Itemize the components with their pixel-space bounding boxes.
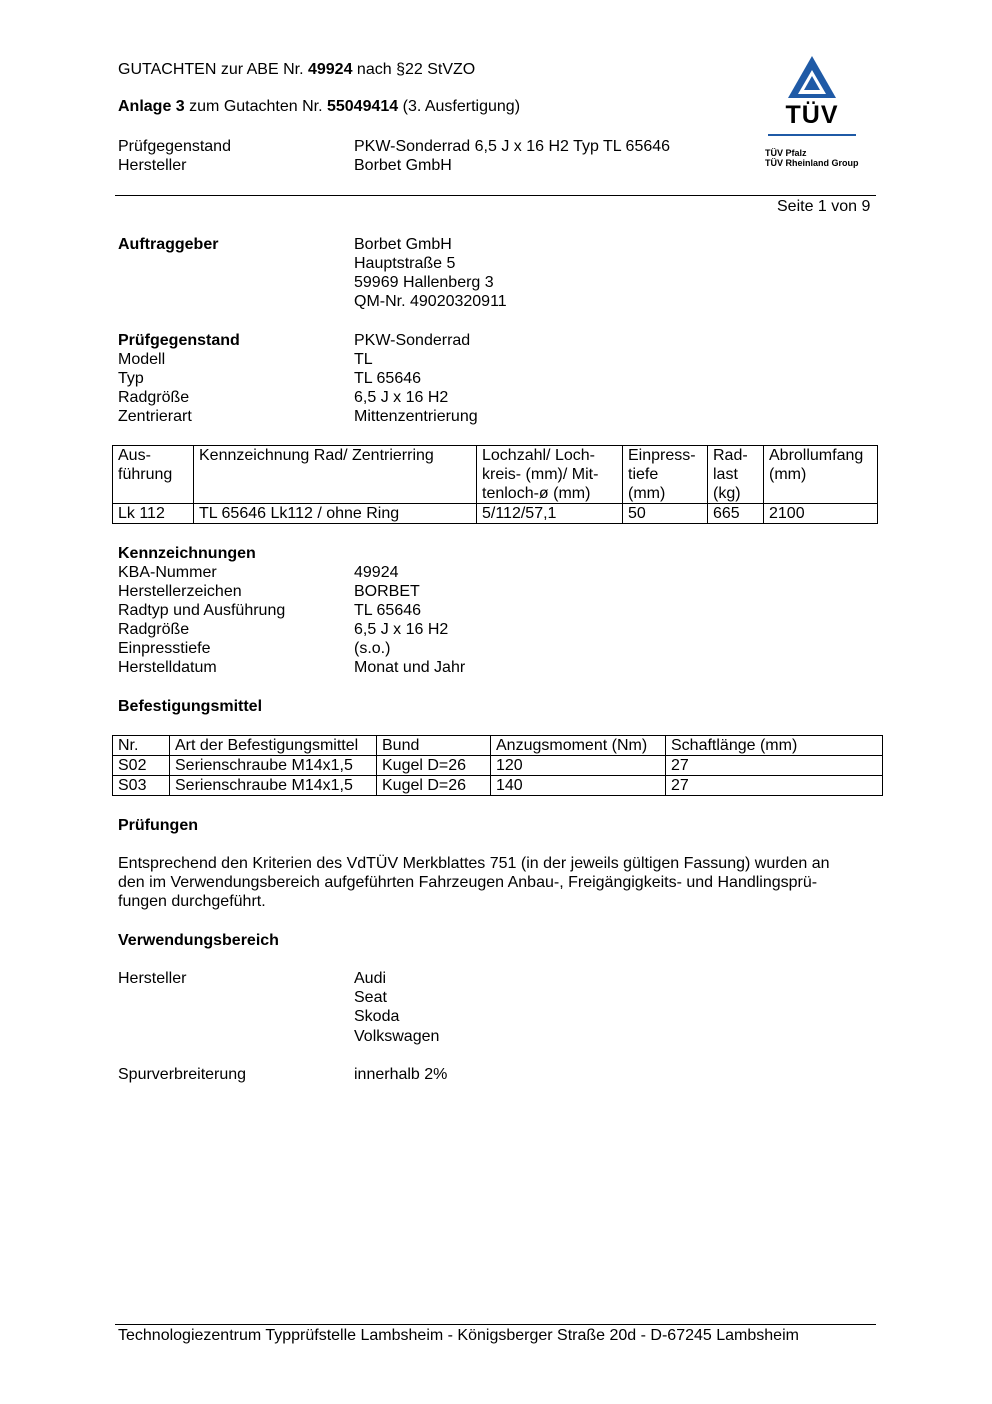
kennzeichnung-row [118, 601, 818, 620]
spurverbreiterung-row [118, 1065, 818, 1084]
table-cell: 27 [666, 756, 883, 776]
befestigung-header-row [113, 736, 883, 756]
table-cell: Serienschraube M14x1,5 [170, 776, 377, 796]
wheel-table-header [708, 446, 764, 504]
verwendung-hersteller-item: Seat [354, 989, 387, 1006]
spurverbreiterung-value: innerhalb 2% [354, 1066, 448, 1083]
befestigung-header: Schaftlänge (mm) [666, 736, 883, 756]
anlage-line [118, 97, 520, 116]
header-line: Lochzahl/ Loch- [482, 447, 595, 464]
header-line: Abrollumfang [769, 447, 864, 464]
kennzeichnung-value: BORBET [354, 583, 420, 600]
pruefungen-title: Prüfungen [118, 817, 198, 834]
verwendung-hersteller-row [118, 1027, 818, 1046]
header-line: (mm) [628, 485, 666, 502]
header-pruefgegenstand-label: Prüfgegenstand [118, 138, 231, 155]
pruefgegenstand-title: Prüfgegenstand [118, 332, 240, 349]
verwendung-hersteller-item: Skoda [354, 1008, 400, 1025]
pruefgegenstand-row [118, 369, 818, 388]
wheel-table-header [623, 446, 708, 504]
kennzeichnung-key: Herstelldatum [118, 659, 217, 676]
tuev-logo [762, 54, 862, 174]
pruefgegenstand-value: TL 65646 [354, 370, 422, 387]
table-cell: S02 [113, 756, 170, 776]
header-line: last [713, 466, 738, 483]
header-title-suffix: nach §22 StVZO [356, 61, 476, 78]
pruefgegenstand-row [118, 407, 818, 426]
pruefungen-text-line: Entsprechend den Kriterien des VdTÜV Merkblattes 751 (in der jeweils gültigen Fassung) wurden an [118, 855, 830, 872]
kennzeichnung-row [118, 582, 818, 601]
footer-divider [115, 1324, 876, 1325]
pruefgegenstand-row [118, 388, 818, 407]
header-line: tiefe [628, 466, 659, 483]
anlage-mid: zum Gutachten Nr. [189, 98, 323, 115]
befestigung-row [113, 776, 883, 796]
kennzeichnung-row [118, 563, 818, 582]
befestigung-header: Art der Befestigungsmittel [170, 736, 377, 756]
kennzeichnung-key: KBA-Nummer [118, 564, 217, 581]
pruefgegenstand-title-value: PKW-Sonderrad [354, 332, 471, 349]
kennzeichnung-row [118, 639, 818, 658]
table-cell: Lk 112 [113, 504, 194, 524]
header-line: Rad- [713, 447, 748, 464]
pruefgegenstand-key: Typ [118, 370, 144, 387]
table-cell: Kugel D=26 [377, 756, 491, 776]
verwendung-hersteller-label: Hersteller [118, 970, 187, 987]
kennzeichnung-value: (s.o.) [354, 640, 391, 657]
auftraggeber-row [118, 235, 818, 254]
verwendung-hersteller-row [118, 969, 818, 988]
wheel-table-header-row [113, 446, 878, 504]
kennzeichnung-key: Radgröße [118, 621, 190, 638]
befestigungsmittel-title: Befestigungsmittel [118, 698, 263, 715]
tuev-logo-sub1: TÜV Pfalz [765, 148, 807, 158]
header-line: Kennzeichnung Rad/ Zentrierring [199, 447, 434, 464]
tuev-logo-text: TÜV [785, 101, 839, 129]
header-hersteller-row [118, 156, 818, 175]
table-cell: S03 [113, 776, 170, 796]
befestigung-header: Anzugsmoment (Nm) [491, 736, 666, 756]
kennzeichnung-value: 6,5 J x 16 H2 [354, 621, 449, 638]
pruefungen-text-line: fungen durchgeführt. [118, 893, 266, 910]
kennzeichnung-value: 49924 [354, 564, 399, 581]
header-line: tenloch-ø (mm) [482, 485, 591, 502]
verwendung-hersteller-item: Volkswagen [354, 1028, 440, 1045]
wheel-table-header [477, 446, 623, 504]
kennzeichnung-value: TL 65646 [354, 602, 422, 619]
befestigung-header: Bund [377, 736, 491, 756]
tuev-logo-sub2: TÜV Rheinland Group [765, 158, 859, 168]
befestigung-header: Nr. [113, 736, 170, 756]
kennzeichnung-row [118, 620, 818, 639]
verwendung-hersteller-item: Audi [354, 970, 387, 987]
header-title-prefix: GUTACHTEN zur ABE Nr. [118, 61, 304, 78]
kennzeichnung-row [118, 658, 818, 677]
header-line: (kg) [713, 485, 741, 502]
befestigung-row [113, 756, 883, 776]
pruefgegenstand-row [118, 350, 818, 369]
kennzeichnung-key: Einpresstiefe [118, 640, 211, 657]
header-line: Aus- [118, 447, 151, 464]
befestigung-table [112, 735, 883, 796]
header-pruefgegenstand-value: PKW-Sonderrad 6,5 J x 16 H2 Typ TL 65646 [354, 138, 671, 155]
kennzeichnung-key: Radtyp und Ausführung [118, 602, 286, 619]
header-line: kreis- (mm)/ Mit- [482, 466, 599, 483]
table-cell: Serienschraube M14x1,5 [170, 756, 377, 776]
verwendung-hersteller-row [118, 988, 818, 1007]
footer-text: Technologiezentrum Typprüfstelle Lambsheim - Königsberger Straße 20d - D-67245 Lambsheim [118, 1327, 799, 1344]
table-cell: 120 [491, 756, 666, 776]
table-cell: 2100 [764, 504, 878, 524]
pruefgegenstand-key: Zentrierart [118, 408, 192, 425]
anlage-suffix: (3. Ausfertigung) [402, 98, 521, 115]
wheel-table-header [113, 446, 194, 504]
verwendung-hersteller-row [118, 1007, 818, 1026]
header-line: (mm) [769, 466, 807, 483]
table-cell: 5/112/57,1 [477, 504, 623, 524]
auftraggeber-row [118, 254, 818, 273]
auftraggeber-label: Auftraggeber [118, 236, 219, 253]
pruefgegenstand-key: Modell [118, 351, 166, 368]
pruefgegenstand-title-row [118, 331, 818, 350]
wheel-table-row [113, 504, 878, 524]
table-cell: 140 [491, 776, 666, 796]
abe-number: 49924 [307, 61, 353, 78]
auftraggeber-row [118, 273, 818, 292]
wheel-table-header [194, 446, 477, 504]
table-cell: 665 [708, 504, 764, 524]
header-pruefgegenstand-row [118, 137, 818, 156]
auftraggeber-line: Hauptstraße 5 [354, 255, 456, 272]
header-hersteller-value: Borbet GmbH [354, 157, 452, 174]
kennzeichnungen-title: Kennzeichnungen [118, 545, 256, 562]
kennzeichnung-key: Herstellerzeichen [118, 583, 242, 600]
gutachten-number: 55049414 [326, 98, 399, 115]
anlage-label: Anlage 3 [118, 98, 185, 115]
pruefgegenstand-value: TL [354, 351, 373, 368]
pruefungen-text-line: den im Verwendungsbereich aufgeführten Fahrzeugen Anbau-, Freigängigkeits- und Handlingsprü- [118, 874, 818, 891]
header-line: Einpress- [628, 447, 696, 464]
pruefgegenstand-value: 6,5 J x 16 H2 [354, 389, 449, 406]
pruefgegenstand-key: Radgröße [118, 389, 190, 406]
pruefgegenstand-value: Mittenzentrierung [354, 408, 478, 425]
table-cell: 50 [623, 504, 708, 524]
table-cell: TL 65646 Lk112 / ohne Ring [194, 504, 477, 524]
spurverbreiterung-label: Spurverbreiterung [118, 1066, 247, 1083]
header-hersteller-label: Hersteller [118, 157, 187, 174]
header-title [118, 60, 475, 79]
header-line: führung [118, 466, 173, 483]
verwendungsbereich-title: Verwendungsbereich [118, 932, 279, 949]
table-cell: 27 [666, 776, 883, 796]
auftraggeber-row [118, 292, 818, 311]
header-divider [115, 195, 876, 196]
auftraggeber-line: 59969 Hallenberg 3 [354, 274, 494, 291]
table-cell: Kugel D=26 [377, 776, 491, 796]
page-number: Seite 1 von 9 [777, 198, 871, 215]
wheel-table [112, 445, 878, 524]
kennzeichnung-value: Monat und Jahr [354, 659, 466, 676]
auftraggeber-line: QM-Nr. 49020320911 [354, 293, 507, 310]
wheel-table-header [764, 446, 878, 504]
auftraggeber-line: Borbet GmbH [354, 236, 452, 253]
